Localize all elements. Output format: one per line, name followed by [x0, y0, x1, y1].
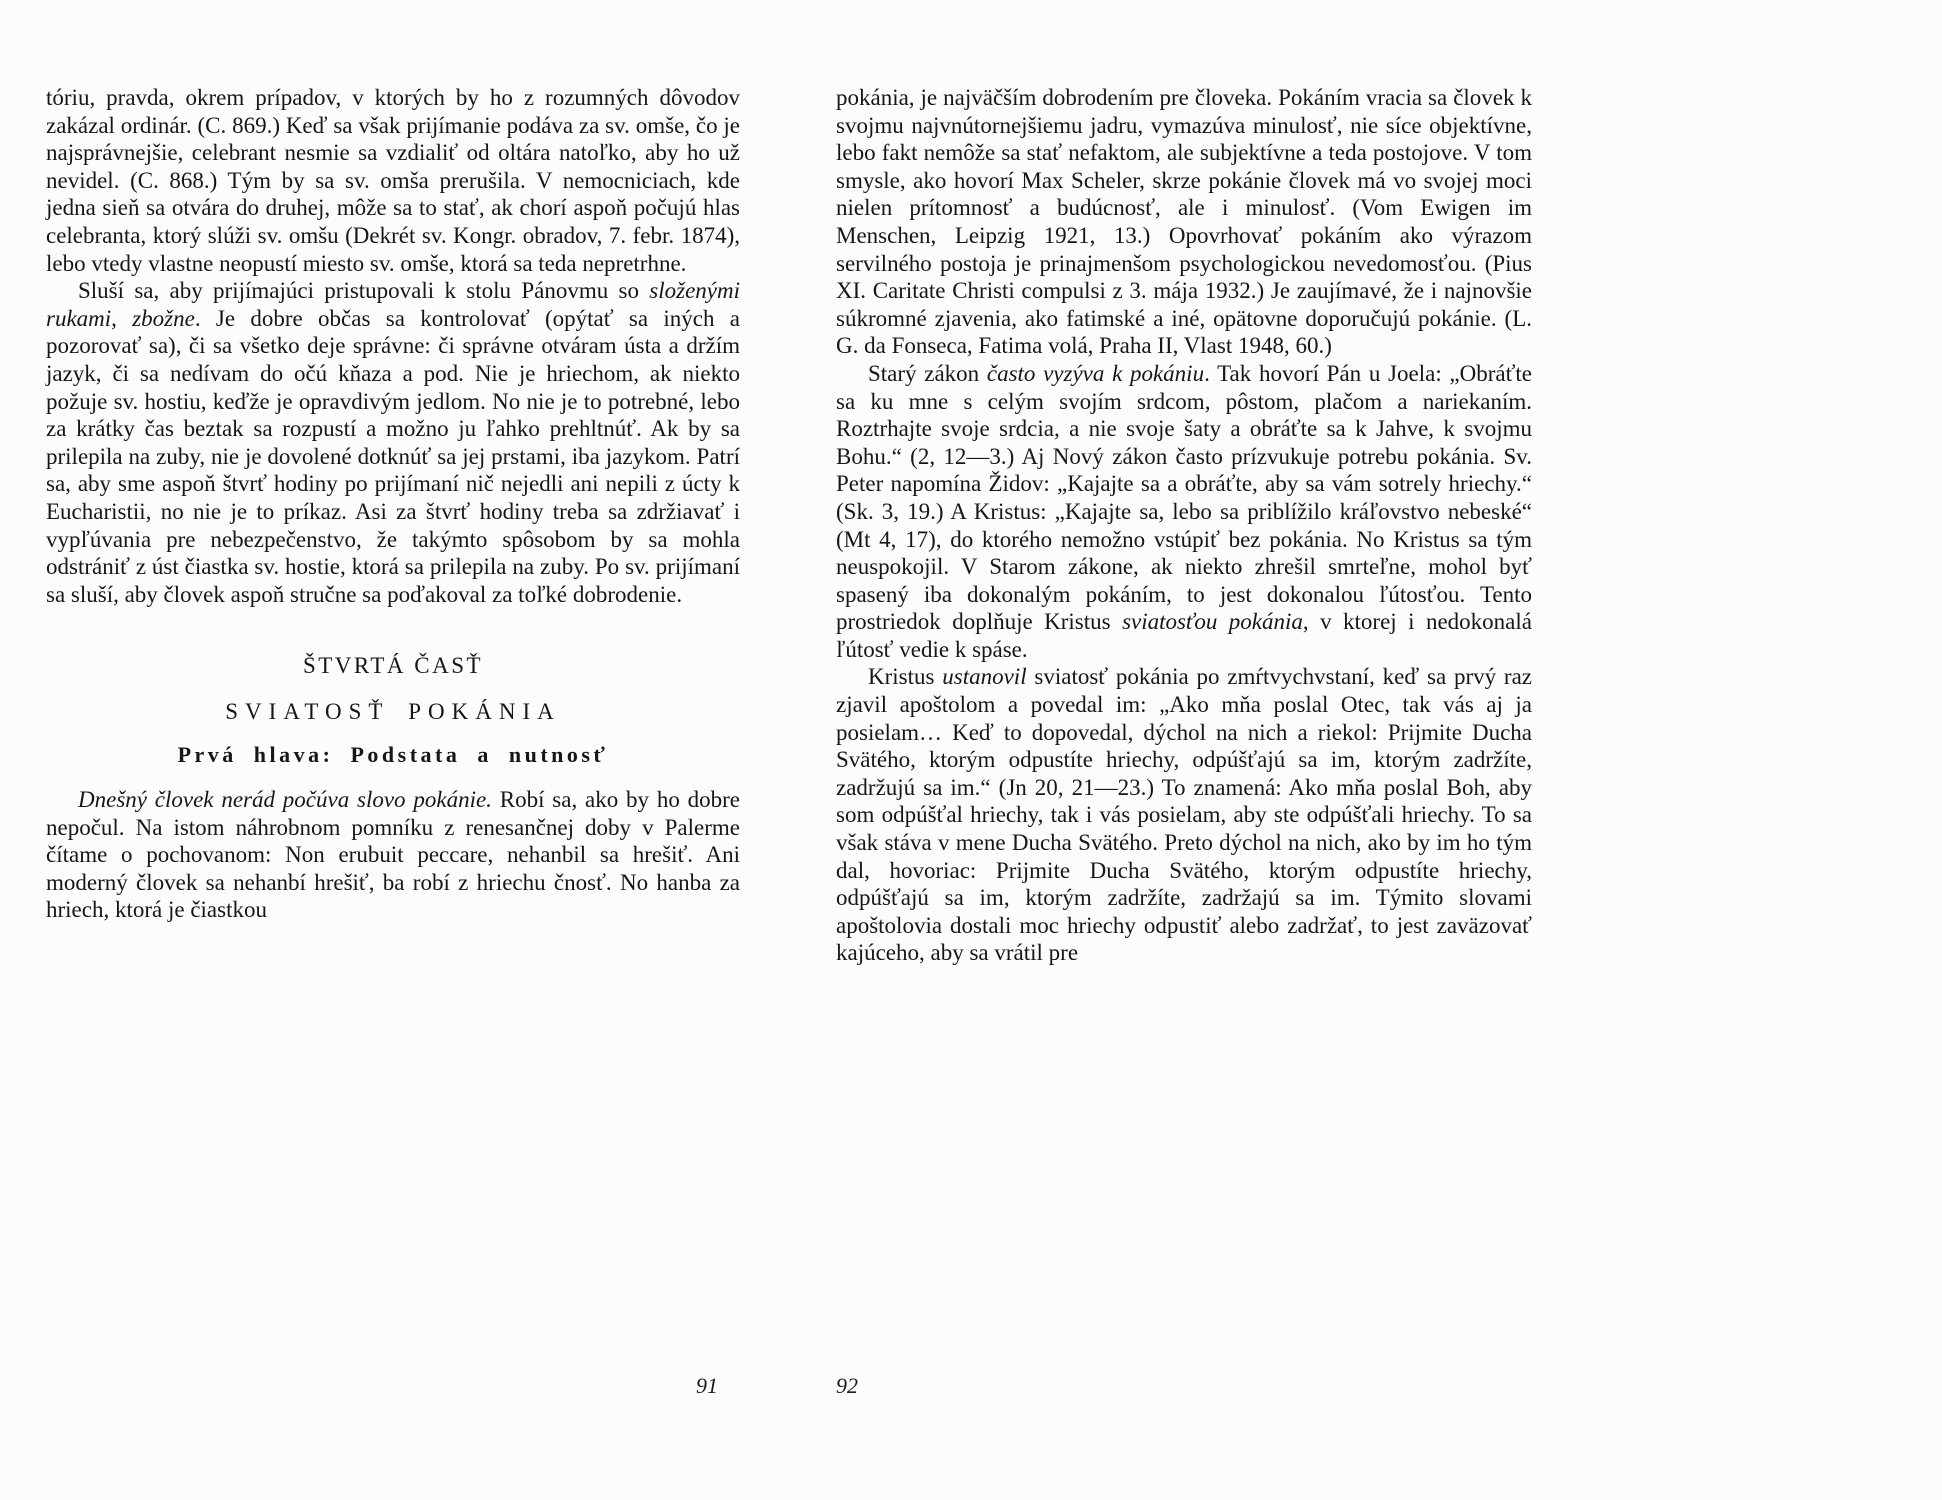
paragraph	[46, 84, 740, 277]
text-run: . Tak hovorí Pán u Joela: „Obráťte sa ku mne s celým svojím srdcom, pôstom, plačom a nariekaním. Roztrhajte svoje srdcia, a nie svoje šaty a obráťte sa k Jahve, k svojmu Bohu.“ (2, 12—3.) Aj Nový zákon často prízvukuje potrebu pokánia. Sv. Peter napomína Židov: „Kajajte sa a obráťte, aby sa vám sotrely hriechy.“ (Sk. 3, 19.) A Kristus: „Kajajte sa, lebo sa priblížilo kráľovstvo nebeské“ (Mt 4, 17), do ktorého nemožno vstúpiť bez pokánia. No Kristus sa tým neuspokojil. V Starom zákone, ak niekto zhrešil smrteľne, mohol byť spasený iba dokonalým pokáním, to jest dokonalou ľútosťou. Tento prostriedok doplňuje Kristus	[836, 360, 1533, 635]
heading-chapter: Prvá hlava: Podstata a nutnosť	[177, 742, 609, 768]
right-page	[836, 84, 1532, 967]
page-number-right: 92	[836, 1373, 858, 1398]
text-run: . Je dobre občas sa kontrolovať (opýtať sa iných a pozorovať sa), či sa všetko deje správne: či správne otváram ústa a držím jazyk, či sa nedívam do očú kňaza a pod. Nie je hriechom, ak niekto požuje sv. hostiu, keďže je opravdivým jedlom. No nie je to potrebné, lebo za krátky čas beztak sa rozpustí a možno ju ľahko prehltnúť. Ak by sa prilepila na zuby, nie je dovolené dotknúť sa jej prstami, iba jazykom. Patrí sa, aby sme aspoň štvrť hodiny po prijímaní nič nejedli ani nepili z úcty k Eucharistii, no nie je to príkaz. Asi za štvrť hodiny treba sa zdržiavať i vypľúvania pre nebezpečenstvo, že takýmto spôsobom by sa mohla odstrániť z úst čiastka sv. hostie, ktorá sa prilepila na zuby. Po sv. prijímaní sa sluší, aby človek aspoň stručne sa poďakoval za toľké dobrodenie.	[46, 305, 740, 607]
paragraph	[46, 786, 740, 924]
paragraph	[836, 84, 1532, 360]
heading-part: ŠTVRTÁ ČASŤ	[302, 653, 484, 679]
paragraph	[836, 360, 1532, 664]
left-page	[46, 84, 740, 924]
paragraph	[46, 277, 740, 608]
text-run: , v ktorej i nedokonalá ľútosť vedie k spáse.	[836, 609, 1532, 662]
text-run-italic: často vyzýva k pokániu	[986, 360, 1205, 386]
text-run-italic: Dnešný človek nerád počúva slovo pokánie.	[78, 787, 492, 813]
text-run-italic: ustanovil	[942, 664, 1027, 690]
text-run: pokánia, je najväčším dobrodením pre človeka. Pokáním vracia sa človek k svojmu najvnútornejšiemu jadru, vymazúva minulosť, nie síce objektívne, lebo fakt nemôže sa stať nefaktom, ale subjektívne a teda postojove. V tom smysle, ako hovorí Max Scheler, skrze pokánie človek má vo svojej moci nielen prítomnosť a budúcnosť, ale i minulosť. (Vom Ewigen im Menschen, Leipzig 1921, 13.) Opovrhovať pokáním ako výrazom servilného postoja je prinajmenšom psychologickou nevedomosťou. (Pius XI. Caritate Christi compulsi z 3. mája 1932.) Je zaujímavé, že i najnovšie súkromné zjavenia, ako fatimské a iné, opätovne doporučujú pokánie. (L. G. da Fonseca, Fatima volá, Praha II, Vlast 1948, 60.)	[836, 85, 1532, 359]
text-run: Sluší sa, aby prijímajúci pristupovali k stolu Pánovmu so	[78, 278, 650, 304]
text-run-italic: složenými rukami, zbožne	[46, 278, 740, 331]
text-run: sviatosť pokánia po zmŕtvychvstaní, keď sa prvý raz zjavil apoštolom a povedal im: „Ako mňa poslal Otec, tak vás aj ja posielam… Keď to dopovedal, dýchol na nich a riekol: Prijmite Ducha Svätého, ktorým odpustíte hriechy, odpúšťajú sa im, ktorým zadržíte, zadržujú sa im.“ (Jn 20, 21—23.) To znamená: Ako mňa poslal Boh, aby som odpúšťal hriechy, tak i vás posielam, aby ste odpúšťali hriechy. To sa však stáva v mene Ducha Svätého. Preto dýchol na nich, ako by im ho tým dal, hovoriac: Prijmite Ducha Svätého, ktorým odpustíte hriechy, odpúšťajú sa im, ktorým zadržíte, zadržajú sa im. Týmito slovami apoštolovia dostali moc hriechy odpustiť alebo zadržať, to jest zaväzovať kajúceho, aby sa vrátil pre	[836, 664, 1532, 966]
text-run: Starý zákon	[868, 360, 987, 386]
paragraph	[836, 663, 1532, 967]
heading-sacrament-title: SVIATOSŤ POKÁNIA	[225, 698, 561, 724]
text-run-italic: sviatosťou pokánia	[1122, 609, 1303, 635]
text-run: Robí sa, ako by ho dobre nepočul. Na istom náhrobnom pomníku z renesančnej doby v Palerme čítame o pochovanom: Non erubuit peccare, nehanbil sa hrešiť. Ani moderný človek sa nehanbí hrešiť, ba robí z hriechu čnosť. No hanba za hriech, ktorá je čiastkou	[46, 787, 741, 923]
page-number-left: 91	[696, 1373, 718, 1398]
text-run: tóriu, pravda, okrem prípadov, v ktorých by ho z rozumných dôvodov zakázal ordinár. (C. 869.) Keď sa však prijímanie podáva za sv. omše, čo je najsprávnejšie, celebrant nesmie sa vzdialiť od oltára natoľko, aby ho už nevidel. (C. 868.) Tým by sa sv. omša prerušila. V nemocniciach, kde jedna sieň sa otvára do druhej, môže sa to stať, ak chorí aspoň počujú hlas celebranta, ktorý slúži sv. omšu (Dekrét sv. Kongr. obradov, 7. febr. 1874), lebo vtedy vlastne neopustí miesto sv. omše, ktorá sa teda nepretrhne.	[46, 85, 740, 276]
text-run: Kristus	[868, 664, 943, 690]
